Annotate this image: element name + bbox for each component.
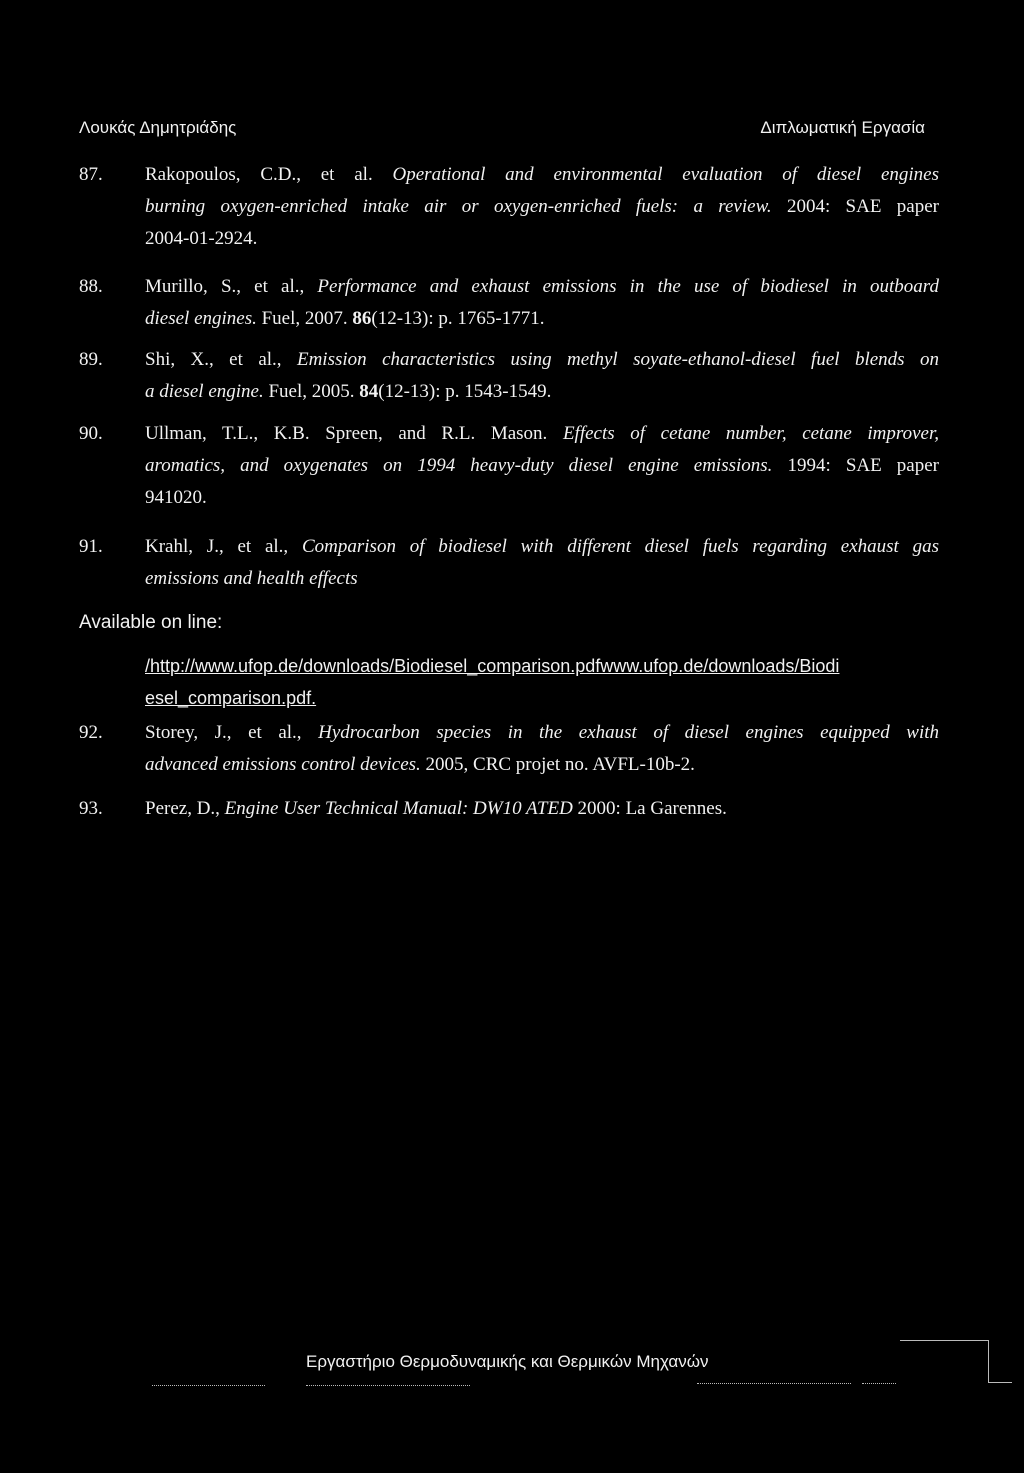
- ref-title: Emission characteristics using methyl soyate-ethanol-diesel fuel blends on: [296, 349, 940, 370]
- ref-title: Performance and exhaust emissions in the use of biodiesel in outboard: [317, 276, 939, 297]
- ref-line: [145, 418, 939, 450]
- ref-line: [145, 717, 939, 749]
- footer-divider: [862, 1383, 896, 1384]
- ref-line: [79, 191, 939, 223]
- reference-91: [79, 531, 939, 595]
- page-footer: Εργαστήριο Θερμοδυναμικής και Θερμικών Μηχανών: [306, 1352, 709, 1371]
- ref-source: 2004: SAE paper: [786, 196, 939, 217]
- ref-source: 1994: SAE paper: [787, 455, 939, 476]
- ref-number: 89.: [79, 349, 103, 370]
- ref-title-cont: emissions and health effects: [145, 568, 358, 589]
- ref-title-cont: advanced emissions control devices.: [145, 754, 421, 775]
- ref-source-cont: 941020.: [145, 487, 207, 508]
- reference-93: [79, 793, 939, 825]
- footer-divider: [988, 1382, 1012, 1383]
- footer-divider: [900, 1340, 988, 1341]
- reference-89: [79, 344, 939, 408]
- ref-volume: 84: [359, 381, 379, 402]
- ref-authors: Rakopoulos, C.D., et al.: [145, 164, 373, 185]
- ref-title: Effects of cetane number, cetane improver,: [562, 423, 939, 444]
- ref-number: 87.: [79, 164, 103, 185]
- ref-line: [145, 344, 939, 376]
- reference-87: [79, 159, 939, 255]
- ref-number: 91.: [79, 536, 103, 557]
- reference-88: [79, 271, 939, 335]
- reference-90: [79, 418, 939, 514]
- ref-authors: Krahl, J., et al.,: [145, 536, 289, 557]
- ref-authors: Ullman, T.L., K.B. Spreen, and R.L. Mason.: [145, 423, 548, 444]
- ref-source: 2005, CRC projet no. AVFL-10b-2.: [425, 754, 695, 775]
- ref-source: Fuel, 2005.: [268, 381, 355, 402]
- ref-title-cont: a diesel engine.: [145, 381, 264, 402]
- page-header: [79, 118, 925, 138]
- ref-line: [79, 376, 939, 408]
- ref-title: Comparison of biodiesel with different diesel fuels regarding exhaust gas: [301, 536, 940, 557]
- ref-title-cont: aromatics, and oxygenates on 1994 heavy-duty diesel engine emissions.: [145, 455, 773, 476]
- ref-authors: Storey, J., et al.,: [145, 722, 302, 743]
- footer-divider: [152, 1385, 265, 1386]
- ref-authors: Shi, X., et al.,: [145, 349, 282, 370]
- ref-volume: 86: [352, 308, 372, 329]
- ref-number: 88.: [79, 276, 103, 297]
- header-author: Λουκάς Δημητριάδης: [79, 118, 237, 137]
- ref-title: Hydrocarbon species in the exhaust of diesel engines equipped with: [318, 722, 940, 743]
- ref-pages: (12-13): p. 1765-1771.: [371, 308, 545, 329]
- header-title: Διπλωματική Εργασία: [760, 118, 925, 137]
- ref-number: 90.: [79, 423, 103, 444]
- reference-link-cont[interactable]: esel_comparison.pdf.: [145, 688, 317, 708]
- ref-authors: Murillo, S., et al.,: [145, 276, 305, 297]
- ref-title: Engine User Technical Manual: DW10 ATED: [224, 798, 573, 819]
- ref-line: [145, 793, 939, 825]
- ref-title-cont: burning oxygen-enriched intake air or oxygen-enriched fuels: a review.: [145, 196, 772, 217]
- ref-line: [79, 450, 939, 482]
- ref-authors: Perez, D.,: [145, 798, 220, 819]
- footer-divider: [697, 1383, 851, 1384]
- ref-source: Fuel, 2007.: [261, 308, 348, 329]
- ref-source: 2000: La Garennes.: [577, 798, 727, 819]
- ref-pages: (12-13): p. 1543-1549.: [378, 381, 552, 402]
- ref-line: [145, 531, 939, 563]
- available-online-label: Available on line:: [79, 612, 223, 633]
- reference-link[interactable]: /http://www.ufop.de/downloads/Biodiesel_comparison.pdfwww.ufop.de/downloads/Biodi: [145, 656, 840, 676]
- ref-line: [79, 749, 939, 781]
- ref-line: [145, 159, 939, 191]
- ref-line: [79, 303, 939, 335]
- ref-number: 92.: [79, 722, 103, 743]
- ref-title: Operational and environmental evaluation of diesel engines: [392, 164, 940, 185]
- ref-title-cont: diesel engines.: [145, 308, 257, 329]
- footer-divider: [306, 1385, 470, 1386]
- ref-number: 93.: [79, 798, 103, 819]
- ref-source-cont: 2004-01-2924.: [145, 228, 258, 249]
- ref-line: [145, 271, 939, 303]
- footer-divider: [988, 1340, 989, 1382]
- reference-92: [79, 717, 939, 781]
